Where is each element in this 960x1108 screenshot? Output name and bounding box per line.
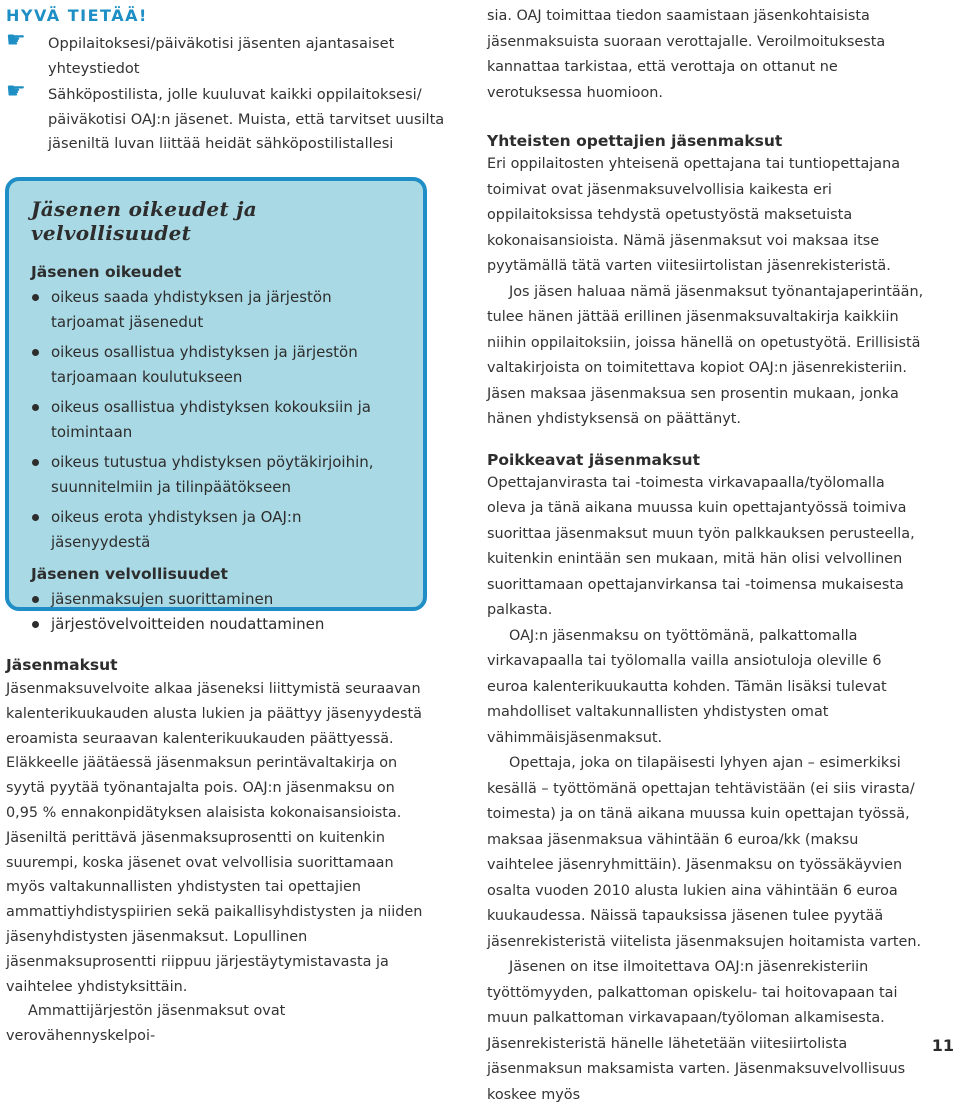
duties-list-item: järjestövelvoitteiden noudattaminen <box>31 612 405 637</box>
tip-list <box>6 28 446 159</box>
duties-heading: Jäsenen velvollisuudet <box>31 565 228 583</box>
box-title: Jäsenen oikeudet ja velvollisuudet <box>31 197 258 245</box>
rights-list-item: oikeus osallistua yhdistyksen ja järjestön tarjoamaan koulutukseen <box>31 340 405 390</box>
membership-fees-paragraph: Ammattijärjestön jäsenmaksut ovat verovähennyskelpoi- <box>6 1003 286 1045</box>
page-number: 11 <box>931 1036 954 1055</box>
duties-list-item: jäsenmaksujen suorittaminen <box>31 587 405 612</box>
rights-list-item: oikeus osallistua yhdistyksen kokouksiin ja toimintaan <box>31 395 405 445</box>
rights-heading: Jäsenen oikeudet <box>31 263 182 281</box>
continued-paragraph: sia. OAJ toimittaa tiedon saamistaan jäsenkohtaisista jäsenmaksuista suoraan verottajalle. Veroilmoituksesta kannattaa tarkistaa, että verottaja on ottanut ne verotuksessa huomioon. <box>487 8 886 101</box>
exceptional-fees-paragraph: Jäsenen on itse ilmoitettava OAJ:n jäsenrekisteriin työttömyyden, palkattoman opiskelu- tai hoitovapaan tai muun palkattoman virkavapaan/työloman alkamisesta. Jäsenrekisteristä hänelle lähetetään viitesiirtolista jäsenmaksun maksamista varten. Jäsenmaksuvelvollisuus koskee myös <box>487 959 906 1103</box>
tip-item <box>6 79 446 157</box>
rights-list-item: oikeus tutustua yhdistyksen pöytäkirjoihin, suunnitelmiin ja tilinpäätökseen <box>31 450 405 500</box>
tip-text: Oppilaitoksesi/päiväkotisi jäsenten ajantasaiset yhteystiedot <box>48 35 395 77</box>
exceptional-fees-paragraph: Opettaja, joka on tilapäisesti lyhyen ajan – esimerkiksi kesällä – työttömänä opettajan tehtävistään (ei siis virasta/ toimesta) ja on tänä aikana muussa kuin opettajan työssä, maksaa jäsenmaksua vähintään 6 euroa/kk (maksu vaihtelee jäsenryhmittäin). Jäsenmaksu on työssäkäyvien osalta vuoden 2010 alusta lukien aina vähintään 6 euroa kuukaudessa. Näissä tapauksissa jäsenen tulee pyytää jäsenrekisteristä viitelista jäsenmaksujen hoitamista varten. <box>487 755 922 950</box>
exceptional-fees-paragraph: Opettajanvirasta tai -toimesta virkavapaalla/työlomalla oleva ja tänä aikana muussa kuin opettajantyössä toimiva suorittaa jäsenmaksut muun työn palkkauksen perusteella, kuitenkin enintään sen mukaan, mitä hän olisi velvollinen suorittamaan opettajanvirkansa tai -toimensa mukaisesta palkasta. <box>487 474 915 618</box>
exceptional-fees-heading: Poikkeavat jäsenmaksut <box>487 450 700 469</box>
tip-text: Sähköpostilista, jolle kuuluvat kaikki oppilaitoksesi/ päiväkotisi OAJ:n jäsenet. Muista, että tarvitset uusilta jäseniltä luvan liittää heidät sähköpostilistallesi <box>48 86 445 152</box>
right-column <box>487 4 927 1108</box>
shared-teachers-paragraph: Jos jäsen haluaa nämä jäsenmaksut työnantajaperintään, tulee hänen jättää erillinen jäsenmaksuvaltakirja kaikkiin niihin oppilaitoksiin, joissa hänellä on opetustyötä. Erillisistä valtakirjoista on toimitettava kopiot OAJ:n jäsenrekisteriin. Jäsen maksaa jäsenmaksua sen prosentin mukaan, jonka hänen yhdistyksensä on päättänyt. <box>487 283 924 427</box>
pointing-hand-icon: ☛ <box>6 79 26 104</box>
pointing-hand-icon: ☛ <box>6 28 26 53</box>
rights-list-item: oikeus erota yhdistyksen ja OAJ:n jäsenyydestä <box>31 505 405 555</box>
membership-fees-paragraph: Jäsenmaksuvelvoite alkaa jäseneksi liittymistä seuraavan kalenterikuukauden alusta lukien ja päättyy jäsenyydestä eroamista seuraavan kalenterikuukauden päättyessä. Eläkkeelle jäätäessä jäsenmaksun perintävaltakirja on syytä pyytää työnantajalta pois. OAJ:n jäsenmaksu on 0,95 % ennakonpidätyksen alaisista kokonaisansioista. Jäseniltä perittävä jäsenmaksuprosentti on kuitenkin suurempi, koska jäsenet ovat velvollisia suorittamaan myös valtakunnallisten yhdistysten tai opettajien ammattiyhdistyspiirien sekä paikallisyhdistysten ja niiden jäsenyhdistysten jäsenmaksut. Lopullinen jäsenmaksuprosentti riippuu järjestäytymistavasta ja vaihtelee yhdistyksittäin. <box>6 681 423 995</box>
rights-list <box>31 285 405 555</box>
shared-teachers-paragraph: Eri oppilaitosten yhteisenä opettajana tai tuntiopettajana toimivat ovat jäsenmaksuvelvollisia kaikesta eri oppilaitoksissa tehdystä opetustyöstä maksetuista kokonaisansioista. Nämä jäsenmaksut voi maksaa itse pyytämällä tätä varten viitesiirtolistan jäsenrekisteristä. <box>487 156 901 274</box>
rights-list-item: oikeus saada yhdistyksen ja järjestön tarjoamat jäsenedut <box>31 285 405 335</box>
exceptional-fees-paragraph: OAJ:n jäsenmaksu on työttömänä, palkattomalla virkavapaalla tai työlomalla vailla ansiotuloja oleville 6 euroa kalenterikuukautta kohden. Tämän lisäksi tulevat mahdolliset valtakunnallisten yhdistysten omat vähimmäisjäsenmaksut. <box>487 627 887 746</box>
tip-heading: HYVÄ TIETÄÄ! <box>6 6 148 25</box>
shared-teachers-heading: Yhteisten opettajien jäsenmaksut <box>487 132 783 150</box>
membership-fees-section <box>6 656 428 1049</box>
duties-list <box>31 587 405 637</box>
membership-fees-heading: Jäsenmaksut <box>6 656 118 674</box>
rights-and-duties-box <box>5 177 427 633</box>
tip-item <box>6 28 446 81</box>
